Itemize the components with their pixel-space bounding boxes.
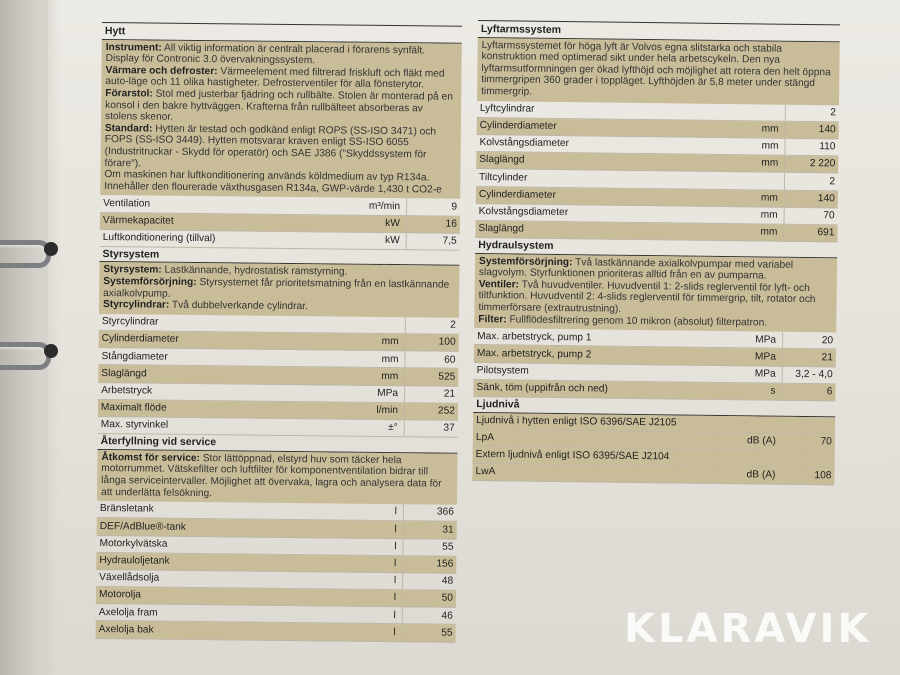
spec-value: 366	[403, 504, 454, 521]
section-aterfyllning	[96, 434, 458, 642]
description-text: Fullflödesfiltrering genom 10 mikron (absolut) filterpatron.	[506, 313, 768, 329]
spec-unit: mm	[381, 353, 399, 365]
spec-unit: l	[393, 609, 396, 621]
spec-unit: mm	[761, 140, 779, 152]
spec-unit: l	[394, 540, 397, 552]
spec-unit: l	[394, 558, 397, 570]
spec-label: Slaglängd	[478, 223, 524, 235]
spec-label: Tiltcylinder	[479, 171, 528, 184]
binder-edge	[0, 0, 60, 675]
spec-unit: m³/min	[368, 200, 401, 212]
spec-label: Axelolja fram	[98, 606, 158, 619]
spec-value: 9	[406, 199, 457, 216]
spec-label: Bränsletank	[99, 503, 154, 515]
description-keyword: Styrsystem:	[103, 264, 162, 277]
section-title: Hydraulsystem	[475, 238, 837, 258]
spec-unit: kW	[385, 217, 400, 229]
description-keyword: Åtkomst för service:	[101, 451, 201, 464]
description-keyword: Värmare och defroster:	[105, 64, 218, 77]
spec-label: Hydrauloljetank	[99, 554, 170, 567]
spec-label: Axelolja bak	[98, 623, 154, 636]
description-paragraph	[481, 40, 836, 102]
spec-value: 2	[405, 317, 456, 334]
spec-unit	[708, 180, 784, 181]
spec-label: Cylinderdiameter	[101, 333, 179, 346]
spec-label: Cylinderdiameter	[478, 188, 556, 201]
spec-unit	[329, 324, 405, 325]
section-title: Återfyllning vid service	[98, 434, 458, 453]
spec-value: 140	[784, 190, 835, 207]
spec-label: Luftkonditionering (tillval)	[102, 232, 216, 245]
description-paragraph	[104, 123, 456, 173]
section-description	[97, 450, 458, 505]
spec-unit: mm	[381, 336, 399, 348]
spec-value: 691	[783, 225, 834, 242]
spec-unit: dB (A)	[746, 469, 776, 482]
description-text: All viktig information är centralt placerad i förarens synfält. Display för Contronic 3.0 övervakningssystem.	[105, 42, 426, 67]
spec-label: Max. arbetstryck, pump 1	[477, 330, 592, 343]
section-ljudniva	[472, 397, 835, 486]
description-keyword: Filter:	[478, 313, 507, 325]
section-description	[474, 254, 837, 333]
description-text: Stor lättöppnad, elstyrd huv som täcker hela motorrummet. Vätskefilter och luftfilter för komponentventilation bidrar till långa serviceintervaller. Möjlighet att övervaka, lagra och analysera data för att underlätta felsökning.	[101, 452, 442, 499]
punch-hole	[44, 242, 58, 256]
description-keyword: Standard:	[104, 122, 153, 135]
spec-value: 252	[404, 403, 455, 420]
section-hydraulsystem	[473, 238, 837, 401]
spec-label: Arbetstryck	[101, 384, 153, 397]
description-keyword: Styrcylindrar:	[102, 299, 170, 311]
description-paragraph	[104, 169, 456, 196]
spec-value: 2	[785, 104, 836, 121]
section-title: Hytt	[102, 24, 462, 43]
section-styrsystem	[98, 247, 460, 438]
spec-value: 48	[402, 573, 453, 590]
spec-label: Lyftcylindrar	[479, 102, 535, 115]
section-title: Styrsystem	[99, 247, 459, 266]
spec-unit: MPa	[754, 368, 776, 380]
spec-label: Styrcylindrar	[101, 316, 159, 328]
spec-label: Slaglängd	[479, 154, 525, 167]
description-keyword: Systemförsörjning:	[478, 255, 573, 268]
spec-unit: l	[393, 626, 396, 638]
watermark-logo: KLARAVIK	[624, 606, 872, 652]
spec-unit: l	[393, 575, 397, 587]
spec-value: 55	[402, 625, 453, 642]
spec-label: Extern ljudnivå enligt ISO 6395/SAE J2104	[475, 449, 670, 463]
description-text: Två huvudventiler. Huvudventil 1: 2-slids reglerventil för lyft- och tiltfunktion. Huvudventil 2: 4-slids reglerventil för timmergrip, tilt, rotator och timmerförsare (extrautrustning).	[478, 279, 816, 315]
section-lyftarmssystem	[475, 22, 840, 242]
spec-label: Växellådsolja	[99, 572, 160, 584]
spec-value: 50	[402, 590, 453, 607]
spec-value: 2	[784, 173, 835, 190]
description-text: Lyftarmssystemet för höga lyft är Volvos egna slitstarka och stabila konstruktion med optimerad sikt under hela arbetscykeln. Den nya lyftarmsutformningen ger ökad lyfthöjd och möjlighet att rotera den helt öppna timmergripen 360 grader i toppläget. Lyfthöjden är 5,8 meter under stängd timmergrip.	[481, 39, 831, 98]
description-text: Hytten är testad och godkänd enligt ROPS (SS-ISO 3471) och FOPS (SS-ISO 3449). Hytten motsvarar kraven enligt SS-ISO 6055 (Industritruckar - Skydd för operatör) och SAE J386 ("Skyddssystem för förare").	[104, 123, 437, 169]
spec-label: LwA	[475, 466, 496, 478]
spec-label: Max. styrvinkel	[100, 419, 169, 431]
spec-label: Motorkylvätska	[99, 537, 168, 550]
spec-unit	[709, 111, 785, 112]
spec-unit: l	[394, 506, 397, 518]
spec-value: 3,2 - 4,0	[782, 366, 833, 383]
description-text: Styrsystemet får prioritetsmatning från en lastkännande axialkolvpump.	[103, 277, 450, 300]
section-hytt	[100, 24, 462, 251]
description-text: Stol med justerbar fjädring och rullbälte. Stolen är monterad på en konsol i den bakre hyttväggen. Krafterna från rullbälteet absorberas av stolens skenor.	[104, 88, 453, 123]
binder-ring-bottom	[0, 342, 51, 370]
spec-value: 525	[404, 369, 455, 386]
spec-label: LpA	[475, 432, 495, 444]
left-column	[96, 22, 462, 642]
spec-unit: ±°	[388, 422, 398, 434]
spec-value: 70	[784, 207, 835, 224]
spec-label: Max. arbetstryck, pump 2	[476, 347, 592, 361]
spec-label: Värmekapacitet	[102, 214, 174, 227]
spec-unit: kW	[384, 234, 400, 247]
spec-unit: mm	[760, 226, 778, 238]
spec-value: 60	[404, 351, 455, 368]
spec-label: Stångdiameter	[101, 350, 168, 363]
section-description	[477, 38, 840, 105]
spec-label: Ventilation	[103, 197, 151, 210]
spec-value: 100	[405, 334, 456, 351]
spec-label: Ljudnivå i hytten enligt ISO 6396/SAE J2105	[476, 414, 677, 429]
section-title: Ljudnivå	[473, 397, 835, 417]
description-keyword: Förarstol:	[105, 88, 153, 100]
spec-unit: l/min	[376, 404, 399, 417]
spec-value: 21	[404, 386, 455, 403]
description-text: Värmeelement med filtrerad friskluft och fläkt med auto-läge och 11 olika hastigheter. Defrosterventiler för alla fönsterytor.	[105, 65, 445, 91]
spec-unit: mm	[760, 209, 778, 221]
spec-unit: MPa	[755, 333, 777, 346]
right-column	[472, 20, 840, 486]
spec-label: Pilotsystem	[476, 364, 529, 377]
spec-label: Slaglängd	[101, 367, 147, 380]
spec-value: 156	[402, 556, 453, 573]
description-paragraph	[103, 299, 455, 314]
spec-unit: MPa	[754, 351, 776, 363]
section-title: Lyftarmssystem	[478, 22, 840, 42]
punch-hole	[44, 344, 58, 358]
spec-value: 70	[820, 436, 832, 448]
description-paragraph	[105, 88, 457, 126]
spec-value: 46	[402, 607, 453, 624]
spec-value: 16	[406, 216, 457, 233]
description-paragraph	[478, 279, 832, 318]
spec-unit: MPa	[377, 387, 399, 400]
spec-unit: l	[394, 523, 397, 535]
spec-value: 140	[785, 122, 836, 139]
spec-unit: s	[770, 385, 776, 397]
spec-label: Kolvstångsdiameter	[478, 206, 569, 219]
spec-value: 110	[784, 139, 835, 156]
spec-unit: mm	[761, 157, 779, 170]
description-paragraph	[101, 452, 453, 502]
description-text: Lastkännande, hydrostatisk ramstyrning.	[161, 265, 348, 279]
spec-unit: mm	[381, 370, 399, 382]
spec-unit: mm	[760, 192, 778, 204]
spec-value: 37	[404, 420, 455, 437]
section-description	[99, 262, 460, 317]
spec-label: DEF/AdBlue®-tank	[99, 520, 186, 533]
spec-unit: mm	[761, 123, 779, 135]
spec-unit: dB (A)	[746, 435, 776, 447]
spec-label: Motorolja	[98, 589, 141, 601]
description-keyword: Ventiler:	[478, 278, 520, 291]
section-description	[100, 40, 462, 199]
spec-label: Cylinderdiameter	[479, 120, 557, 133]
description-text: Två dubbelverkande cylindrar.	[169, 299, 308, 313]
spec-label: Maximalt flöde	[100, 402, 167, 414]
spec-label: Sänk, töm (uppifrån och ned)	[476, 382, 608, 395]
spec-unit: l	[393, 592, 397, 604]
spec-value: 55	[402, 539, 453, 556]
spec-value: 7,5	[406, 233, 457, 250]
description-keyword: Systemförsörjning:	[103, 276, 197, 289]
spec-value: 21	[782, 349, 833, 366]
description-text: Om maskinen har luftkonditionering används köldmedium av typ R134a. Innehåller den flourerade växthusgasen R134a, GWP-värde 1,430 t CO2-e	[104, 169, 442, 196]
spec-value: 31	[403, 521, 454, 538]
binder-ring-top	[0, 240, 51, 268]
description-keyword: Instrument:	[105, 41, 162, 54]
spec-value: 2 220	[784, 156, 835, 173]
spec-value: 20	[782, 332, 833, 349]
spec-label: Kolvstångsdiameter	[479, 137, 570, 150]
spec-value: 6	[781, 384, 832, 401]
description-text: Två lastkännande axialkolvpumpar med variabel slagvolym. Styrfunktionen prioriteras alltid från en av pumparna.	[478, 256, 794, 282]
spec-value: 108	[814, 470, 832, 482]
